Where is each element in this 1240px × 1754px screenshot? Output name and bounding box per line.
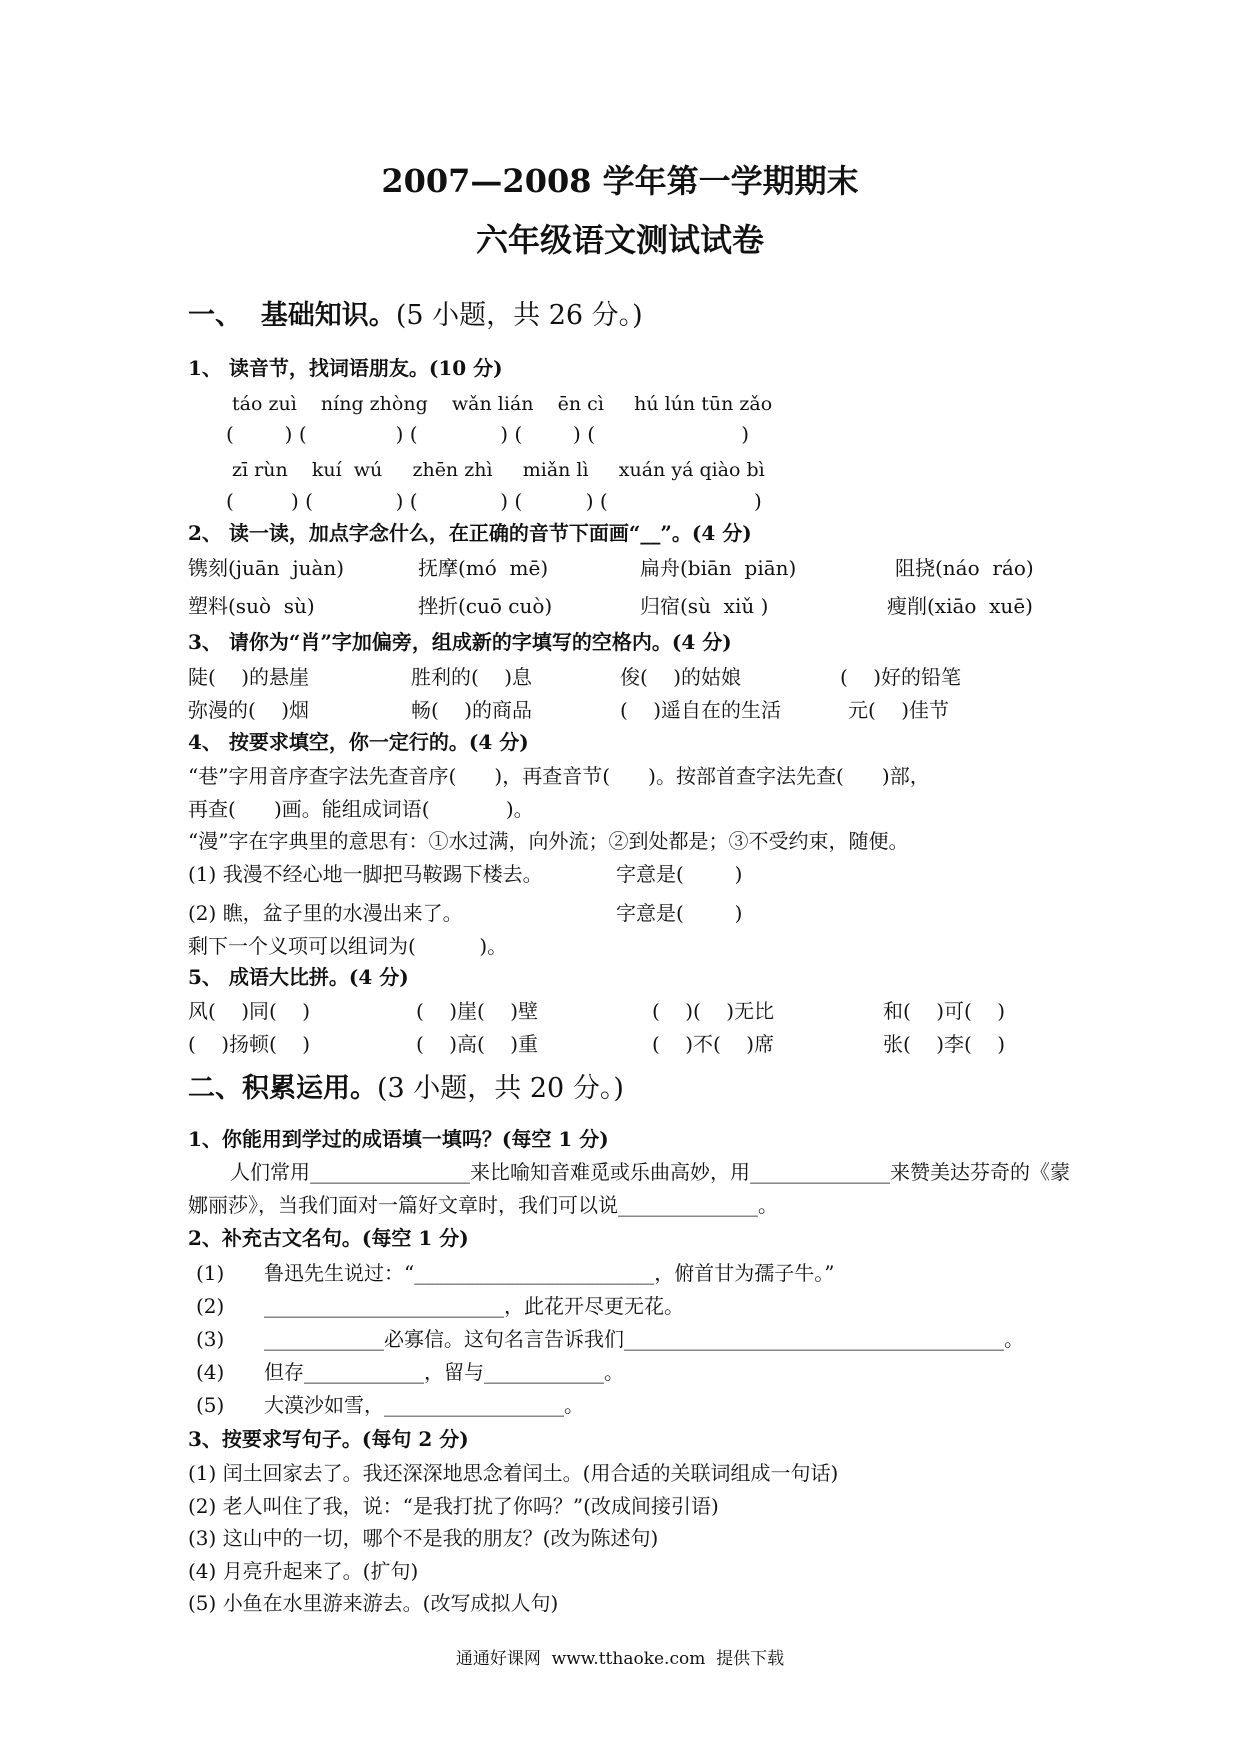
q1-3-heading: 3、 请你为“肖”字加偏旁，组成新的字填写的空格内。(4 分) [188,630,732,654]
q2-3-item: (1) 闰土回家去了。我还深深地思念着闰土。(用合适的关联词组成一句话) [188,1461,839,1485]
q1-5-item[interactable]: 风( )同( ) [188,999,311,1023]
q1-2-item: 抚摩(mó mē) [418,556,549,580]
q1-1-pinyin-row-2: zī rùn kuí wú zhēn zhì miǎn lì xuán yá qiào bì [232,459,765,481]
q2-2-item-text[interactable]: 大漠沙如雪，__________________。 [264,1393,584,1417]
q1-5-item[interactable]: 张( )李( ) [883,1032,1006,1056]
title-line-2: 六年级语文测试试卷 [475,221,764,259]
q1-3-item[interactable]: 元( )佳节 [848,698,950,722]
q1-3-item[interactable]: 俊( )的姑娘 [620,665,742,689]
q2-2-item-text[interactable]: 但存____________，留与____________。 [264,1360,624,1384]
q1-2-item: 扁舟(biān piān) [640,556,797,580]
q2-2-item-number: (4) [196,1360,225,1384]
q1-2-item: 瘦削(xiāo xuē) [887,594,1033,618]
q1-2-item: 挫折(cuō cuò) [418,594,553,618]
q2-3-item: (3) 这山中的一切，哪个不是我的朋友？(改为陈述句) [188,1526,659,1550]
q1-3-item[interactable]: 陡( )的悬崖 [188,665,310,689]
section-2-title: 二、积累运用。 [188,1073,377,1104]
q2-3-item: (2) 老人叫住了我，说：“是我打扰了你吗？”(改成间接引语) [188,1494,719,1518]
q1-4-sub-2: (2) 瞧，盆子里的水漫出来了。 [188,901,463,925]
q2-1-line-1[interactable]: 人们常用________________来比喻知音难觅或乐曲高妙，用______________来赞美达芬奇的《蒙 [230,1160,1070,1184]
q1-5-item[interactable]: ( )( )无比 [652,999,775,1023]
q2-3-item: (5) 小鱼在水里游来游去。(改写成拟人句) [188,1591,559,1615]
q1-3-item[interactable]: ( )好的铅笔 [840,665,962,689]
q1-4-line-1[interactable]: “巷”字用音序查字法先查音序( )，再查音节( )。按部首查字法先查( )部， [188,764,930,788]
q1-5-item[interactable]: 和( )可( ) [883,999,1006,1023]
q1-4-sub-2-answer[interactable]: 字意是( ) [616,901,743,925]
page-footer: 通通好课网 www.tthaoke.com 提供下载 [455,1649,785,1669]
q2-2-item-text[interactable]: ____________必寡信。这句名言告诉我们______________________________________。 [264,1327,1024,1351]
q2-1-heading: 1、你能用到学过的成语填一填吗？(每空 1 分) [188,1127,609,1151]
q1-3-item[interactable]: 畅( )的商品 [411,698,533,722]
section-1-heading [188,302,643,329]
title-line-1: 2007—2008 学年第一学期期末 [381,162,859,200]
q1-1-blank-row-1[interactable]: ( ) ( ) ( ) ( ) ( ) [226,422,750,446]
q1-4-heading: 4、 按要求填空，你一定行的。(4 分) [188,730,529,754]
q1-5-heading: 5、 成语大比拼。(4 分) [188,965,409,989]
q1-1-pinyin-row-1: táo zuì níng zhòng wǎn lián ēn cì hú lún tūn zǎo [232,393,773,415]
q1-2-heading: 2、 读一读，加点字念什么，在正确的音节下面画“__”。(4 分) [188,521,752,545]
q2-3-item: (4) 月亮升起来了。(扩句) [188,1559,419,1583]
q1-3-item[interactable]: 弥漫的( )烟 [188,698,310,722]
q1-1-blank-row-2[interactable]: ( ) ( ) ( ) ( ) ( ) [226,489,762,513]
q1-1-heading: 1、 读音节，找词语朋友。(10 分) [188,356,503,380]
q1-5-item[interactable]: ( )高( )重 [416,1032,539,1056]
q2-2-heading: 2、补充古文名句。(每空 1 分) [188,1226,469,1250]
q1-5-item[interactable]: ( )不( )席 [652,1032,775,1056]
q2-2-item-text[interactable]: ________________________，此花开尽更无花。 [264,1294,684,1318]
q1-2-item: 镌刻(juān juàn) [188,556,345,580]
q1-4-sub-1-answer[interactable]: 字意是( ) [616,862,743,886]
q1-3-item[interactable]: ( )遥自在的生活 [620,698,782,722]
q1-4-line-3: “漫”字在字典里的意思有：①水过满，向外流；②到处都是；③不受约束，随便。 [188,829,909,853]
section-2-heading [188,1075,624,1102]
q1-4-sub-1: (1) 我漫不经心地一脚把马鞍踢下楼去。 [188,862,543,886]
q1-2-item: 阻挠(náo ráo) [895,556,1034,580]
q2-2-item-text[interactable]: 鲁迅先生说过：“________________________，俯首甘为孺子牛。” [264,1261,835,1285]
q1-5-item[interactable]: ( )崖( )壁 [416,999,539,1023]
q1-4-line-2[interactable]: 再查( )画。能组成词语( )。 [188,797,534,821]
q2-2-item-number: (5) [196,1393,225,1417]
q2-2-item-number: (2) [196,1294,225,1318]
q1-4-line-4[interactable]: 剩下一个义项可以组词为( )。 [188,934,508,958]
q2-1-line-2[interactable]: 娜丽莎》，当我们面对一篇好文章时，我们可以说______________。 [188,1193,778,1217]
q1-2-item: 归宿(sù xiǔ ) [640,594,769,618]
q1-3-item[interactable]: 胜利的( )息 [411,665,533,689]
section-1-score: (5 小题，共 26 分。) [395,300,643,331]
q2-2-item-number: (1) [196,1261,225,1285]
section-2-score: (3 小题，共 20 分。) [377,1073,624,1104]
q2-3-heading: 3、按要求写句子。(每句 2 分) [188,1427,469,1451]
section-1-title: 一、 基础知识。 [188,300,396,331]
q1-2-item: 塑料(suò sù) [188,594,315,618]
q2-2-item-number: (3) [196,1327,225,1351]
q1-5-item[interactable]: ( )扬顿( ) [188,1032,311,1056]
